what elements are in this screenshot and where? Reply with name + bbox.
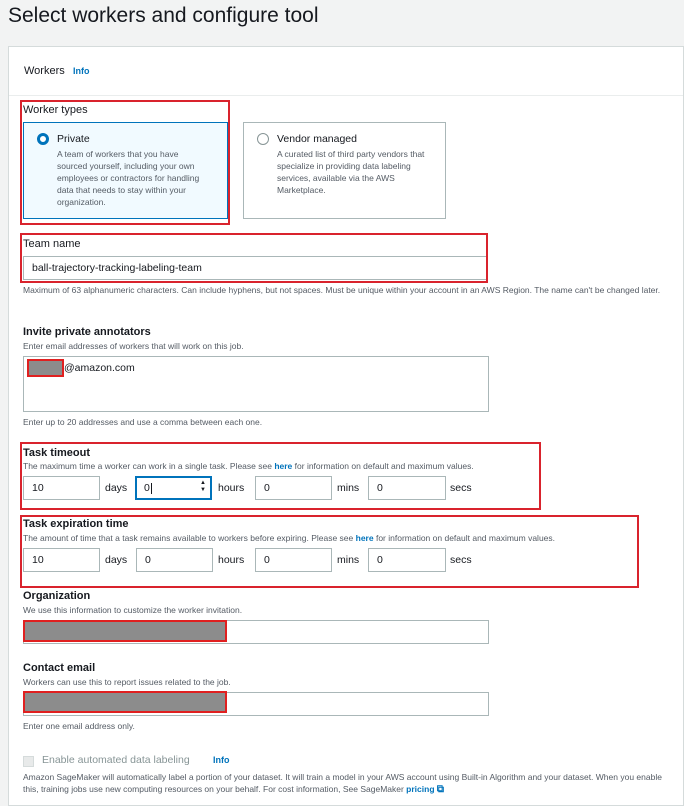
- workers-info-link[interactable]: Info: [73, 66, 90, 76]
- expiration-mins-unit: mins: [337, 554, 360, 566]
- team-name-label: Team name: [23, 238, 81, 250]
- vendor-title: Vendor managed: [277, 133, 357, 145]
- task-expiration-here-link[interactable]: here: [355, 533, 374, 543]
- page-title: Select workers and configure tool: [8, 4, 319, 27]
- invite-hint: Enter up to 20 addresses and use a comma between each one.: [23, 417, 263, 427]
- task-timeout-here-link[interactable]: here: [274, 461, 293, 471]
- private-radio[interactable]: [37, 133, 49, 145]
- task-timeout-desc-tail: for information on default and maximum values.: [292, 461, 474, 471]
- expiration-mins-input[interactable]: 0: [255, 548, 332, 572]
- worker-type-vendor-tile[interactable]: [243, 122, 446, 219]
- pricing-link[interactable]: pricing: [406, 784, 435, 794]
- task-timeout-description: [23, 460, 474, 472]
- private-description: A team of workers that you have sourced yourself, including your own employees or contractors for handling data that needs to stay within your organization.: [57, 149, 200, 207]
- expiration-secs-input[interactable]: 0: [368, 548, 446, 572]
- external-link-icon[interactable]: ⧉: [436, 784, 445, 795]
- timeout-secs-input[interactable]: 0: [368, 476, 446, 500]
- task-timeout-label: Task timeout: [23, 447, 91, 459]
- auto-labeling-desc-text: Amazon SageMaker will automatically label a portion of your dataset. It will train a model in your AWS account using Built-in Algorithm and your dataset. When you enable this, training jobs use new computing resources on your behalf. For cost information, See SageMaker: [23, 772, 662, 794]
- task-expiration-label: Task expiration time: [23, 518, 129, 530]
- contact-email-label: Contact email: [23, 662, 96, 674]
- auto-labeling-checkbox[interactable]: [23, 756, 34, 767]
- workers-section-title: Workers: [24, 65, 65, 77]
- expiration-hours-unit: hours: [218, 554, 245, 566]
- redacted-email-name: [27, 359, 64, 377]
- worker-type-private-tile[interactable]: [23, 122, 228, 219]
- timeout-days-unit: days: [105, 482, 128, 494]
- stepper-arrows-icon[interactable]: ▲ ▼: [200, 480, 206, 493]
- team-name-hint: Maximum of 63 alphanumeric characters. Can include hyphens, but not spaces. Must be unique within your account in an AWS Region. The name can't be changed later.: [23, 285, 661, 295]
- task-expiration-desc-text: The amount of time that a task remains available to workers before expiring. Please see: [23, 533, 356, 543]
- timeout-days-input[interactable]: 10: [23, 476, 100, 500]
- invite-label: Invite private annotators: [23, 326, 151, 338]
- expiration-days-unit: days: [105, 554, 128, 566]
- auto-labeling-description: [23, 771, 668, 796]
- task-expiration-description: [23, 532, 555, 544]
- timeout-hours-unit: hours: [218, 482, 245, 494]
- timeout-hours-value: 0: [144, 482, 150, 494]
- contact-email-hint: Enter one email address only.: [23, 721, 135, 731]
- organization-label: Organization: [23, 590, 91, 602]
- auto-labeling-info-link[interactable]: Info: [213, 755, 230, 765]
- vendor-radio[interactable]: [257, 133, 269, 145]
- text-cursor: [151, 483, 152, 494]
- expiration-days-input[interactable]: 10: [23, 548, 100, 572]
- task-timeout-desc-text: The maximum time a worker can work in a single task. Please see: [23, 461, 275, 471]
- private-title: Private: [57, 133, 90, 145]
- timeout-hours-input[interactable]: [135, 476, 212, 500]
- worker-types-label: Worker types: [23, 104, 88, 116]
- auto-labeling-label: Enable automated data labeling: [42, 754, 190, 766]
- contact-email-description: Workers can use this to report issues related to the job.: [23, 677, 231, 687]
- timeout-secs-unit: secs: [450, 482, 472, 494]
- redacted-contact-email: [23, 691, 227, 713]
- task-expiration-desc-tail: for information on default and maximum values.: [373, 533, 556, 543]
- invite-email-domain: @amazon.com: [64, 362, 135, 374]
- organization-description: We use this information to customize the worker invitation.: [23, 605, 243, 615]
- team-name-input[interactable]: ball-trajectory-tracking-labeling-team: [23, 256, 488, 280]
- timeout-mins-input[interactable]: 0: [255, 476, 332, 500]
- expiration-secs-unit: secs: [450, 554, 472, 566]
- timeout-mins-unit: mins: [337, 482, 360, 494]
- workers-section-header: [9, 47, 683, 96]
- invite-description: Enter email addresses of workers that will work on this job.: [23, 341, 244, 351]
- vendor-description: A curated list of third party vendors that specialize in providing data labeling services, available via the AWS Marketplace.: [277, 149, 425, 195]
- expiration-hours-input[interactable]: 0: [136, 548, 213, 572]
- redacted-organization: [23, 620, 227, 642]
